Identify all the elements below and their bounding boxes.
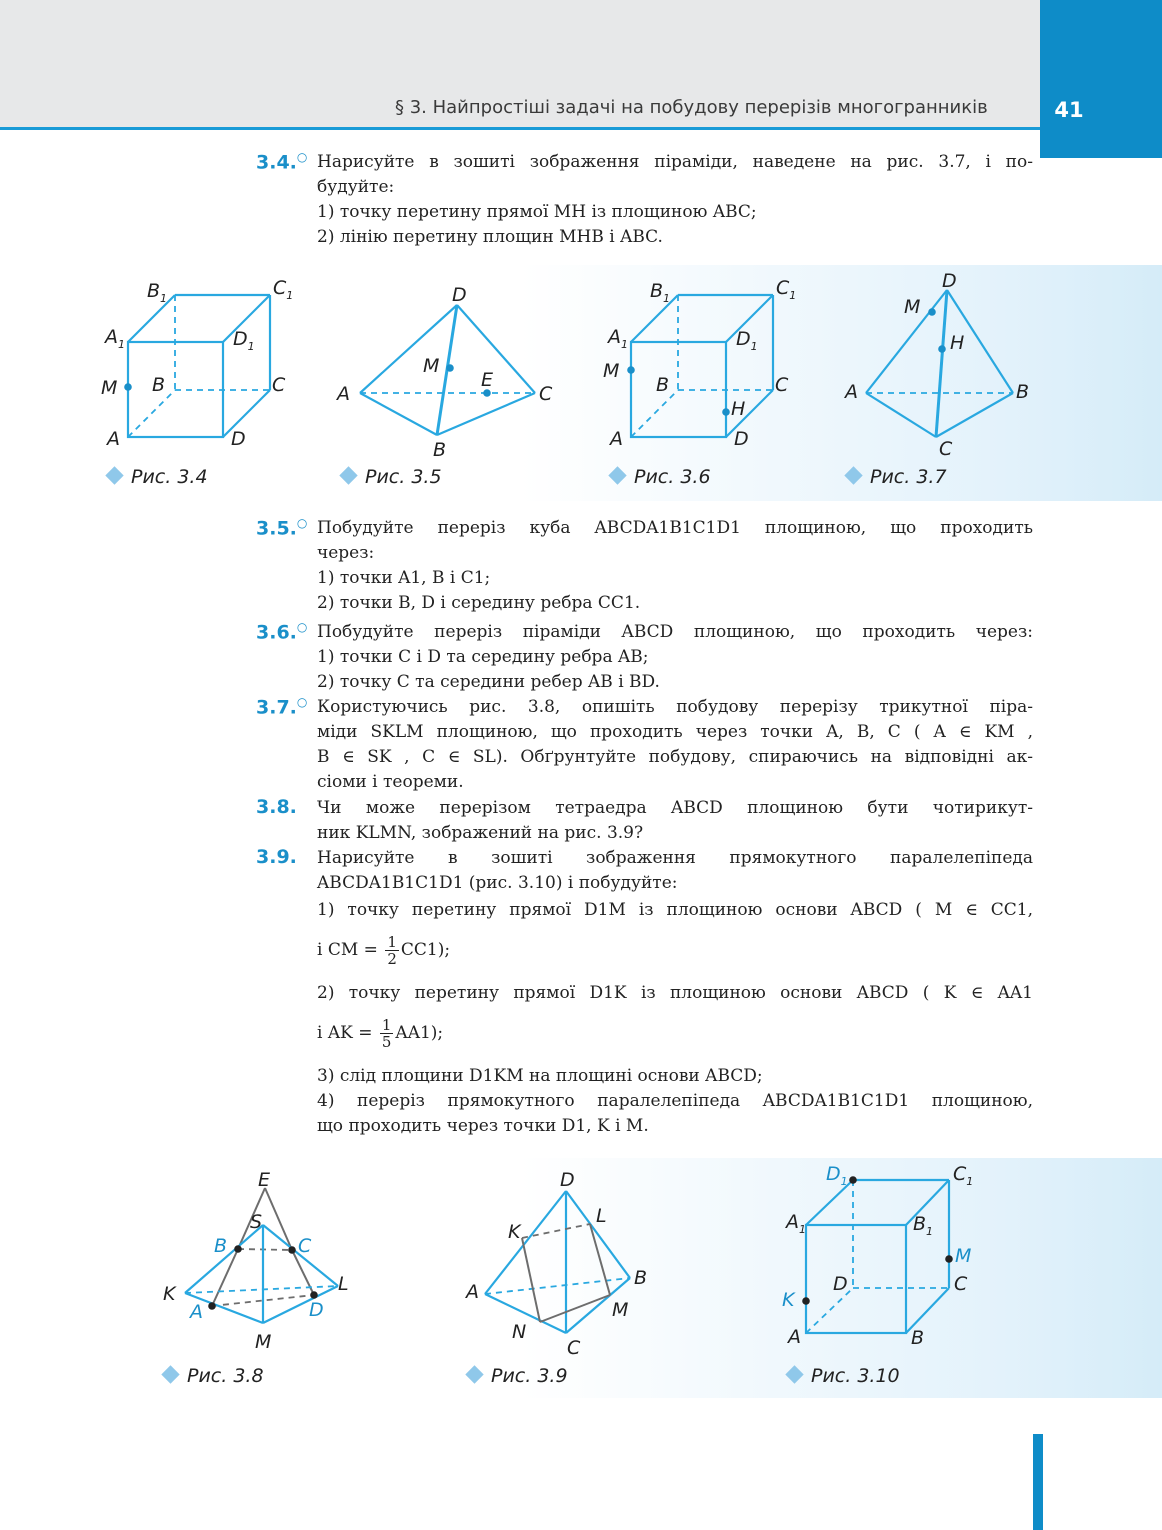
svg-text:C1: $C_1$ bbox=[953, 1163, 974, 1188]
text-line: 1) точки C і D та середину ребра AB; bbox=[317, 647, 649, 667]
diamond-bullet-icon bbox=[105, 466, 123, 484]
svg-text:B1: $B_1$ bbox=[650, 280, 671, 305]
svg-text:K: K bbox=[163, 1283, 176, 1305]
svg-text:C: C bbox=[272, 374, 286, 396]
text-line: сіоми і теореми. bbox=[317, 772, 464, 792]
svg-text:M: M bbox=[612, 1299, 629, 1321]
svg-text:N: N bbox=[512, 1321, 527, 1343]
problem-text bbox=[317, 620, 1033, 695]
problem-text bbox=[317, 516, 1033, 616]
problem-text bbox=[317, 695, 1033, 795]
svg-text:B1: $B_1$ bbox=[147, 280, 168, 305]
text-line: 2) точку C та середини ребер AB і BD. bbox=[317, 672, 660, 692]
svg-text:A: A bbox=[845, 381, 858, 403]
problem-number: 3.6.○ bbox=[256, 620, 308, 644]
svg-text:A: A bbox=[107, 428, 120, 450]
svg-text:B: B bbox=[1016, 381, 1030, 403]
svg-text:B: B bbox=[656, 374, 670, 396]
caption-fig-3-10: Рис. 3.10 bbox=[788, 1365, 900, 1387]
figure-3-10-box bbox=[802, 1176, 953, 1333]
diamond-bullet-icon bbox=[161, 1365, 179, 1383]
svg-text:H: H bbox=[731, 398, 746, 420]
svg-text:M: M bbox=[955, 1245, 972, 1267]
svg-text:A: A bbox=[337, 383, 350, 405]
problem-number: 3.8. bbox=[256, 796, 297, 818]
figures-bottom-svg bbox=[0, 1158, 1162, 1398]
svg-text:D1: $D_1$ bbox=[736, 328, 758, 353]
svg-text:C1: $C_1$ bbox=[776, 277, 797, 302]
problem-number: 3.9. bbox=[256, 846, 297, 868]
text-line: Користуючись рис. 3.8, опишіть побудову перерізу трикутної піра- bbox=[317, 697, 1033, 717]
text-line: 2) точки B, D і середину ребра CC1. bbox=[317, 593, 641, 613]
caption-fig-3-6: Рис. 3.6 bbox=[611, 466, 711, 488]
problem-text bbox=[317, 150, 1033, 250]
text-line: Нарисуйте в зошиті зображення прямокутного паралелепіпеда bbox=[317, 848, 1033, 868]
svg-text:M: M bbox=[904, 296, 921, 318]
text-line: через: bbox=[317, 543, 375, 563]
problem-number: 3.7.○ bbox=[256, 695, 308, 719]
svg-text:C1: $C_1$ bbox=[273, 277, 294, 302]
svg-text:M: M bbox=[423, 355, 440, 377]
svg-text:A1: $A_1$ bbox=[786, 1211, 806, 1236]
svg-text:D: D bbox=[560, 1169, 575, 1191]
svg-text:L: L bbox=[596, 1205, 607, 1227]
caption-fig-3-5: Рис. 3.5 bbox=[342, 466, 442, 488]
figure-3-4-cube bbox=[128, 295, 270, 437]
svg-text:C: C bbox=[539, 383, 553, 405]
text-line: B ∈ SK , C ∈ SL). Обґрунтуйте побудову, спираючись на відповідні ак- bbox=[317, 747, 1033, 767]
svg-text:B: B bbox=[433, 439, 447, 461]
svg-text:D: D bbox=[833, 1273, 848, 1295]
svg-text:D1: $D_1$ bbox=[826, 1163, 848, 1188]
diamond-bullet-icon bbox=[608, 466, 626, 484]
text-line: Побудуйте переріз куба ABCDA1B1C1D1 площиною, що проходить bbox=[317, 518, 1033, 538]
text-line: 1) точку перетину прямої MH із площиною ABC; bbox=[317, 202, 757, 222]
text-line: будуйте: bbox=[317, 177, 395, 197]
diamond-bullet-icon bbox=[785, 1365, 803, 1383]
svg-text:M: M bbox=[603, 360, 620, 382]
diamond-bullet-icon bbox=[465, 1365, 483, 1383]
text-line: 2) точку перетину прямої D1K із площиною основи ABCD ( K ∈ AA1 bbox=[317, 983, 1033, 1003]
text-line: і AK = $\frac{1}{5}$ AA1); bbox=[317, 1015, 444, 1051]
svg-text:B: B bbox=[634, 1267, 648, 1289]
text-line: міди SKLM площиною, що проходить через точки A, B, C ( A ∈ KM , bbox=[317, 722, 1033, 742]
svg-text:C: C bbox=[298, 1235, 312, 1257]
header-rule bbox=[0, 127, 1040, 130]
diamond-bullet-icon bbox=[339, 466, 357, 484]
text-line: 1) точку перетину прямої D1M із площиною основи ABCD ( M ∈ CC1, bbox=[317, 900, 1033, 920]
text-line: що проходить через точки D1, K і M. bbox=[317, 1116, 649, 1136]
figure-3-6-cube bbox=[631, 295, 773, 437]
svg-text:B: B bbox=[152, 374, 166, 396]
svg-text:A1: $A_1$ bbox=[608, 326, 628, 351]
svg-text:D1: $D_1$ bbox=[233, 328, 255, 353]
svg-text:C: C bbox=[567, 1337, 581, 1359]
svg-text:B: B bbox=[911, 1327, 925, 1349]
svg-text:S: S bbox=[250, 1211, 263, 1233]
text-line: 2) лінію перетину площин MHB і ABC. bbox=[317, 227, 663, 247]
text-line: Нарисуйте в зошиті зображення піраміди, наведене на рис. 3.7, і по- bbox=[317, 152, 1033, 172]
problem-number: 3.4.○ bbox=[256, 150, 308, 174]
svg-text:A: A bbox=[466, 1281, 479, 1303]
svg-text:K: K bbox=[508, 1221, 521, 1243]
figure-3-9-tetrahedron bbox=[485, 1191, 630, 1333]
svg-text:H: H bbox=[950, 332, 965, 354]
text-line: і CM = $\frac{1}{2}$ CC1); bbox=[317, 932, 451, 968]
caption-fig-3-4: Рис. 3.4 bbox=[108, 466, 208, 488]
svg-text:K: K bbox=[782, 1289, 795, 1311]
svg-text:D: D bbox=[231, 428, 246, 450]
svg-text:D: D bbox=[942, 270, 957, 292]
svg-text:E: E bbox=[258, 1169, 271, 1191]
svg-text:D: D bbox=[452, 284, 467, 306]
text-line: ник KLMN, зображений на рис. 3.9? bbox=[317, 823, 644, 843]
text-line: 1) точки A1, B і C1; bbox=[317, 568, 491, 588]
page-tab bbox=[1040, 0, 1162, 158]
running-header: § 3. Найпростіші задачі на побудову перерізів многогранників bbox=[395, 97, 988, 118]
svg-text:M: M bbox=[101, 377, 118, 399]
svg-text:D: D bbox=[734, 428, 749, 450]
svg-text:M: M bbox=[255, 1331, 272, 1353]
text-line: 3) слід площини D1KM на площині основи ABCD; bbox=[317, 1066, 763, 1086]
svg-text:D: D bbox=[309, 1299, 324, 1321]
svg-text:C: C bbox=[954, 1273, 968, 1295]
svg-text:A1: $A_1$ bbox=[105, 326, 125, 351]
svg-text:A: A bbox=[788, 1326, 801, 1348]
caption-fig-3-8: Рис. 3.8 bbox=[164, 1365, 264, 1387]
page-number: 41 bbox=[1054, 98, 1084, 122]
text-line: Чи може перерізом тетраедра ABCD площиною бути чотирикут- bbox=[317, 798, 1033, 818]
svg-text:B1: $B_1$ bbox=[913, 1213, 934, 1238]
problem-number: 3.5.○ bbox=[256, 516, 308, 540]
page-edge-bar bbox=[1033, 1434, 1043, 1530]
svg-text:C: C bbox=[939, 438, 953, 460]
text-line: Побудуйте переріз піраміди ABCD площиною, що проходить через: bbox=[317, 622, 1033, 642]
problem-text bbox=[317, 796, 1033, 846]
svg-text:B: B bbox=[214, 1235, 228, 1257]
svg-text:E: E bbox=[481, 369, 494, 391]
problem-text bbox=[317, 846, 1033, 1139]
caption-fig-3-9: Рис. 3.9 bbox=[468, 1365, 568, 1387]
text-line: ABCDA1B1C1D1 (рис. 3.10) і побудуйте: bbox=[317, 873, 678, 893]
svg-text:A: A bbox=[190, 1301, 203, 1323]
fraction: $\frac{1}{5}$ bbox=[381, 1015, 392, 1051]
caption-fig-3-7: Рис. 3.7 bbox=[847, 466, 947, 488]
diamond-bullet-icon bbox=[844, 466, 862, 484]
text-line: 4) переріз прямокутного паралелепіпеда ABCDA1B1C1D1 площиною, bbox=[317, 1091, 1033, 1111]
figure-3-7-pyramid bbox=[866, 290, 1013, 437]
fraction: $\frac{1}{2}$ bbox=[387, 932, 397, 968]
svg-text:L: L bbox=[338, 1273, 349, 1295]
svg-text:C: C bbox=[775, 374, 789, 396]
svg-text:A: A bbox=[610, 428, 623, 450]
